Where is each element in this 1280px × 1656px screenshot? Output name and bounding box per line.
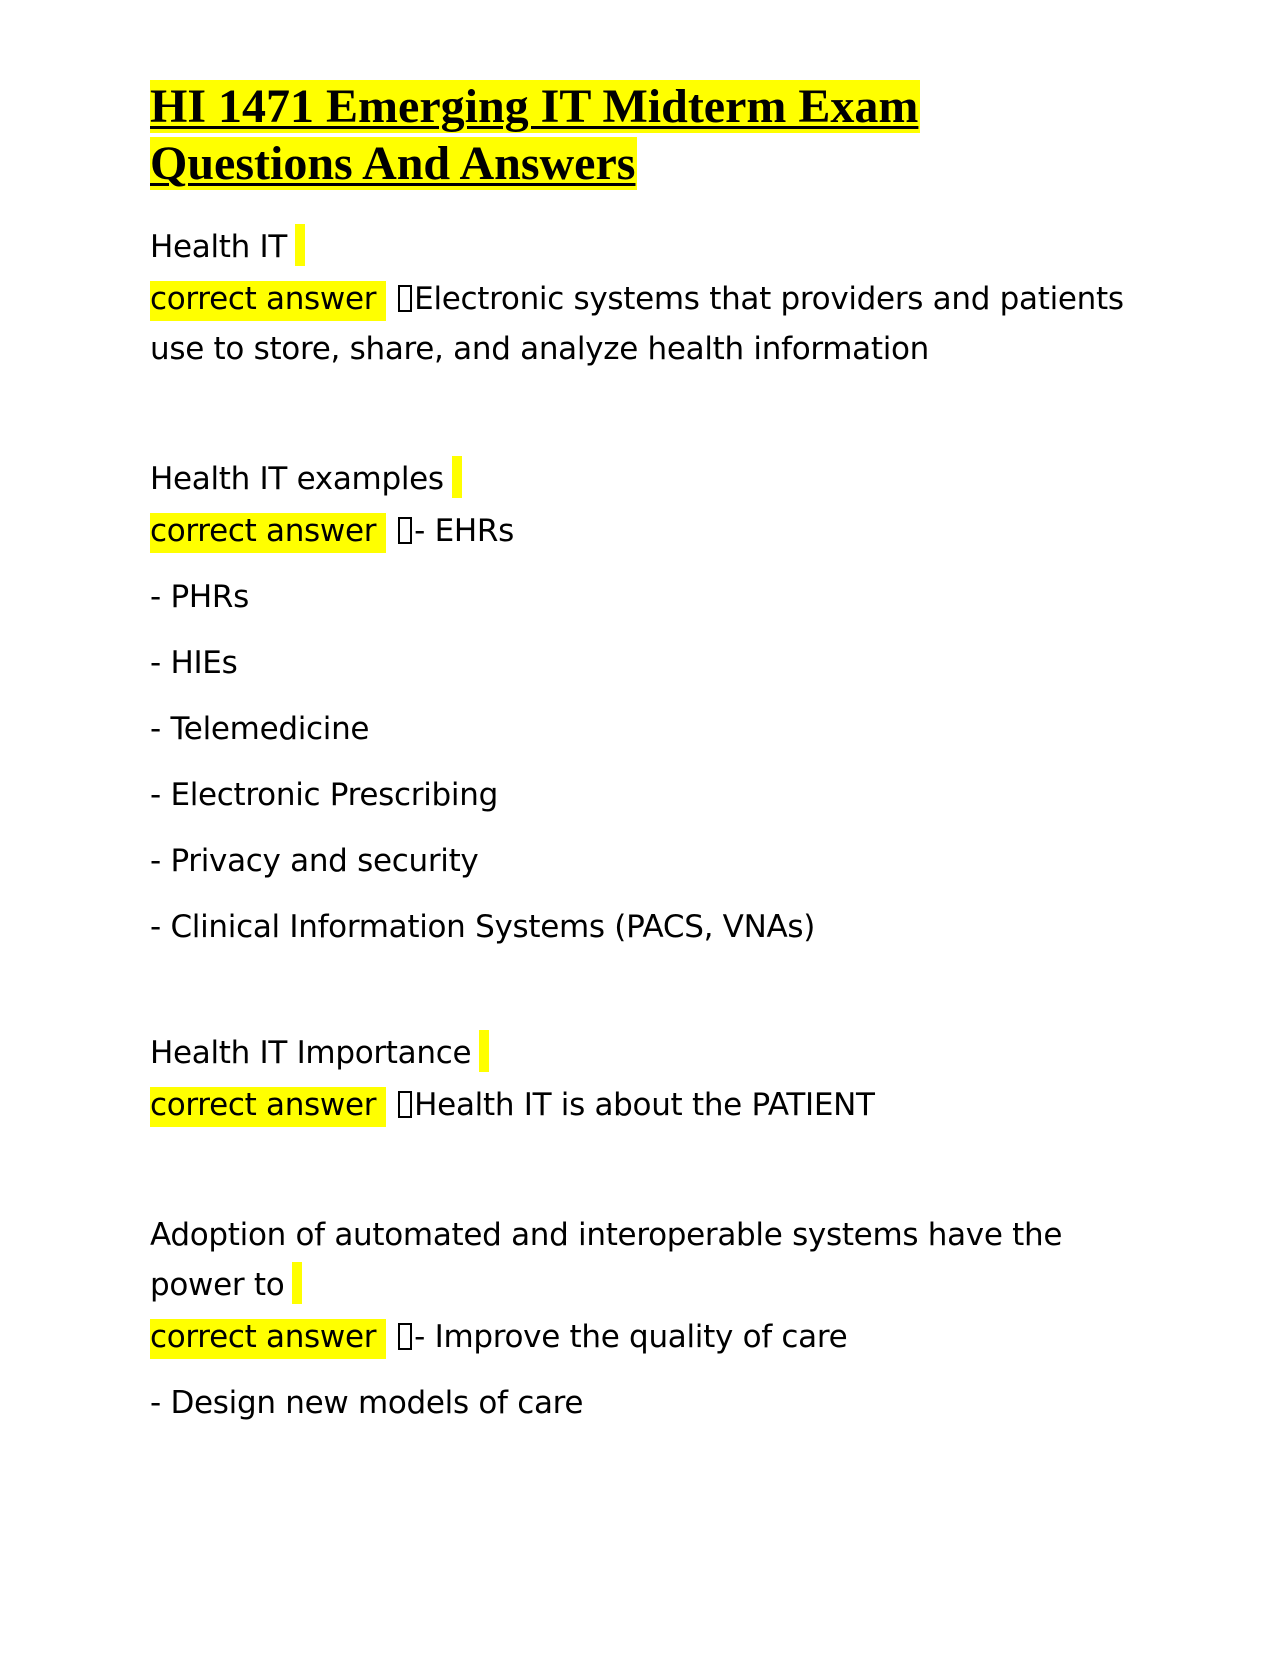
list-item: - Telemedicine — [150, 711, 370, 747]
question — [150, 222, 1140, 272]
title-line-1: HI 1471 Emerging IT Midterm Exam — [150, 80, 919, 133]
answer — [150, 1080, 1140, 1130]
answer-label: correct answer — [150, 281, 386, 321]
highlight-marker — [292, 1262, 302, 1304]
document-page — [150, 70, 1140, 1428]
missing-glyph-box-icon — [398, 517, 412, 544]
qa-item — [150, 1210, 1140, 1428]
missing-glyph-box-icon — [398, 1323, 412, 1350]
answer-text: Electronic systems that providers and patients use to store, share, and analyze health information — [150, 281, 1124, 367]
list-item: - Clinical Information Systems (PACS, VNAs) — [150, 909, 816, 945]
question-text: Health IT — [150, 229, 288, 265]
qa-item — [150, 1028, 1140, 1130]
qa-list — [150, 222, 1140, 1428]
highlight-marker — [452, 456, 462, 498]
list-item: - HIEs — [150, 645, 238, 681]
question — [150, 1028, 1140, 1078]
answer-text: - Improve the quality of care — [414, 1319, 848, 1355]
question — [150, 1210, 1140, 1310]
answer — [150, 506, 1140, 556]
list-item: - Electronic Prescribing — [150, 777, 498, 813]
answer — [150, 274, 1140, 374]
qa-item — [150, 454, 1140, 952]
highlight-marker — [295, 224, 305, 266]
missing-glyph-box-icon — [398, 285, 412, 312]
list-item: - Privacy and security — [150, 843, 479, 879]
question-text: Adoption of automated and interoperable systems have the power to — [150, 1217, 1063, 1303]
answer-label: correct answer — [150, 513, 386, 553]
question — [150, 454, 1140, 504]
missing-glyph-box-icon — [398, 1091, 412, 1118]
question-text: Health IT examples — [150, 461, 444, 497]
answer-text: - EHRs — [414, 513, 514, 549]
qa-item — [150, 222, 1140, 374]
list-item: - PHRs — [150, 579, 249, 615]
question-text: Health IT Importance — [150, 1035, 472, 1071]
highlight-marker — [479, 1030, 489, 1072]
document-title — [150, 78, 1140, 192]
answer-text: Health IT is about the PATIENT — [414, 1087, 875, 1123]
answer — [150, 1312, 1140, 1362]
answer-label: correct answer — [150, 1087, 386, 1127]
list-item: - Design new models of care — [150, 1385, 584, 1421]
title-line-2: Questions And Answers — [150, 137, 636, 190]
answer-label: correct answer — [150, 1319, 386, 1359]
